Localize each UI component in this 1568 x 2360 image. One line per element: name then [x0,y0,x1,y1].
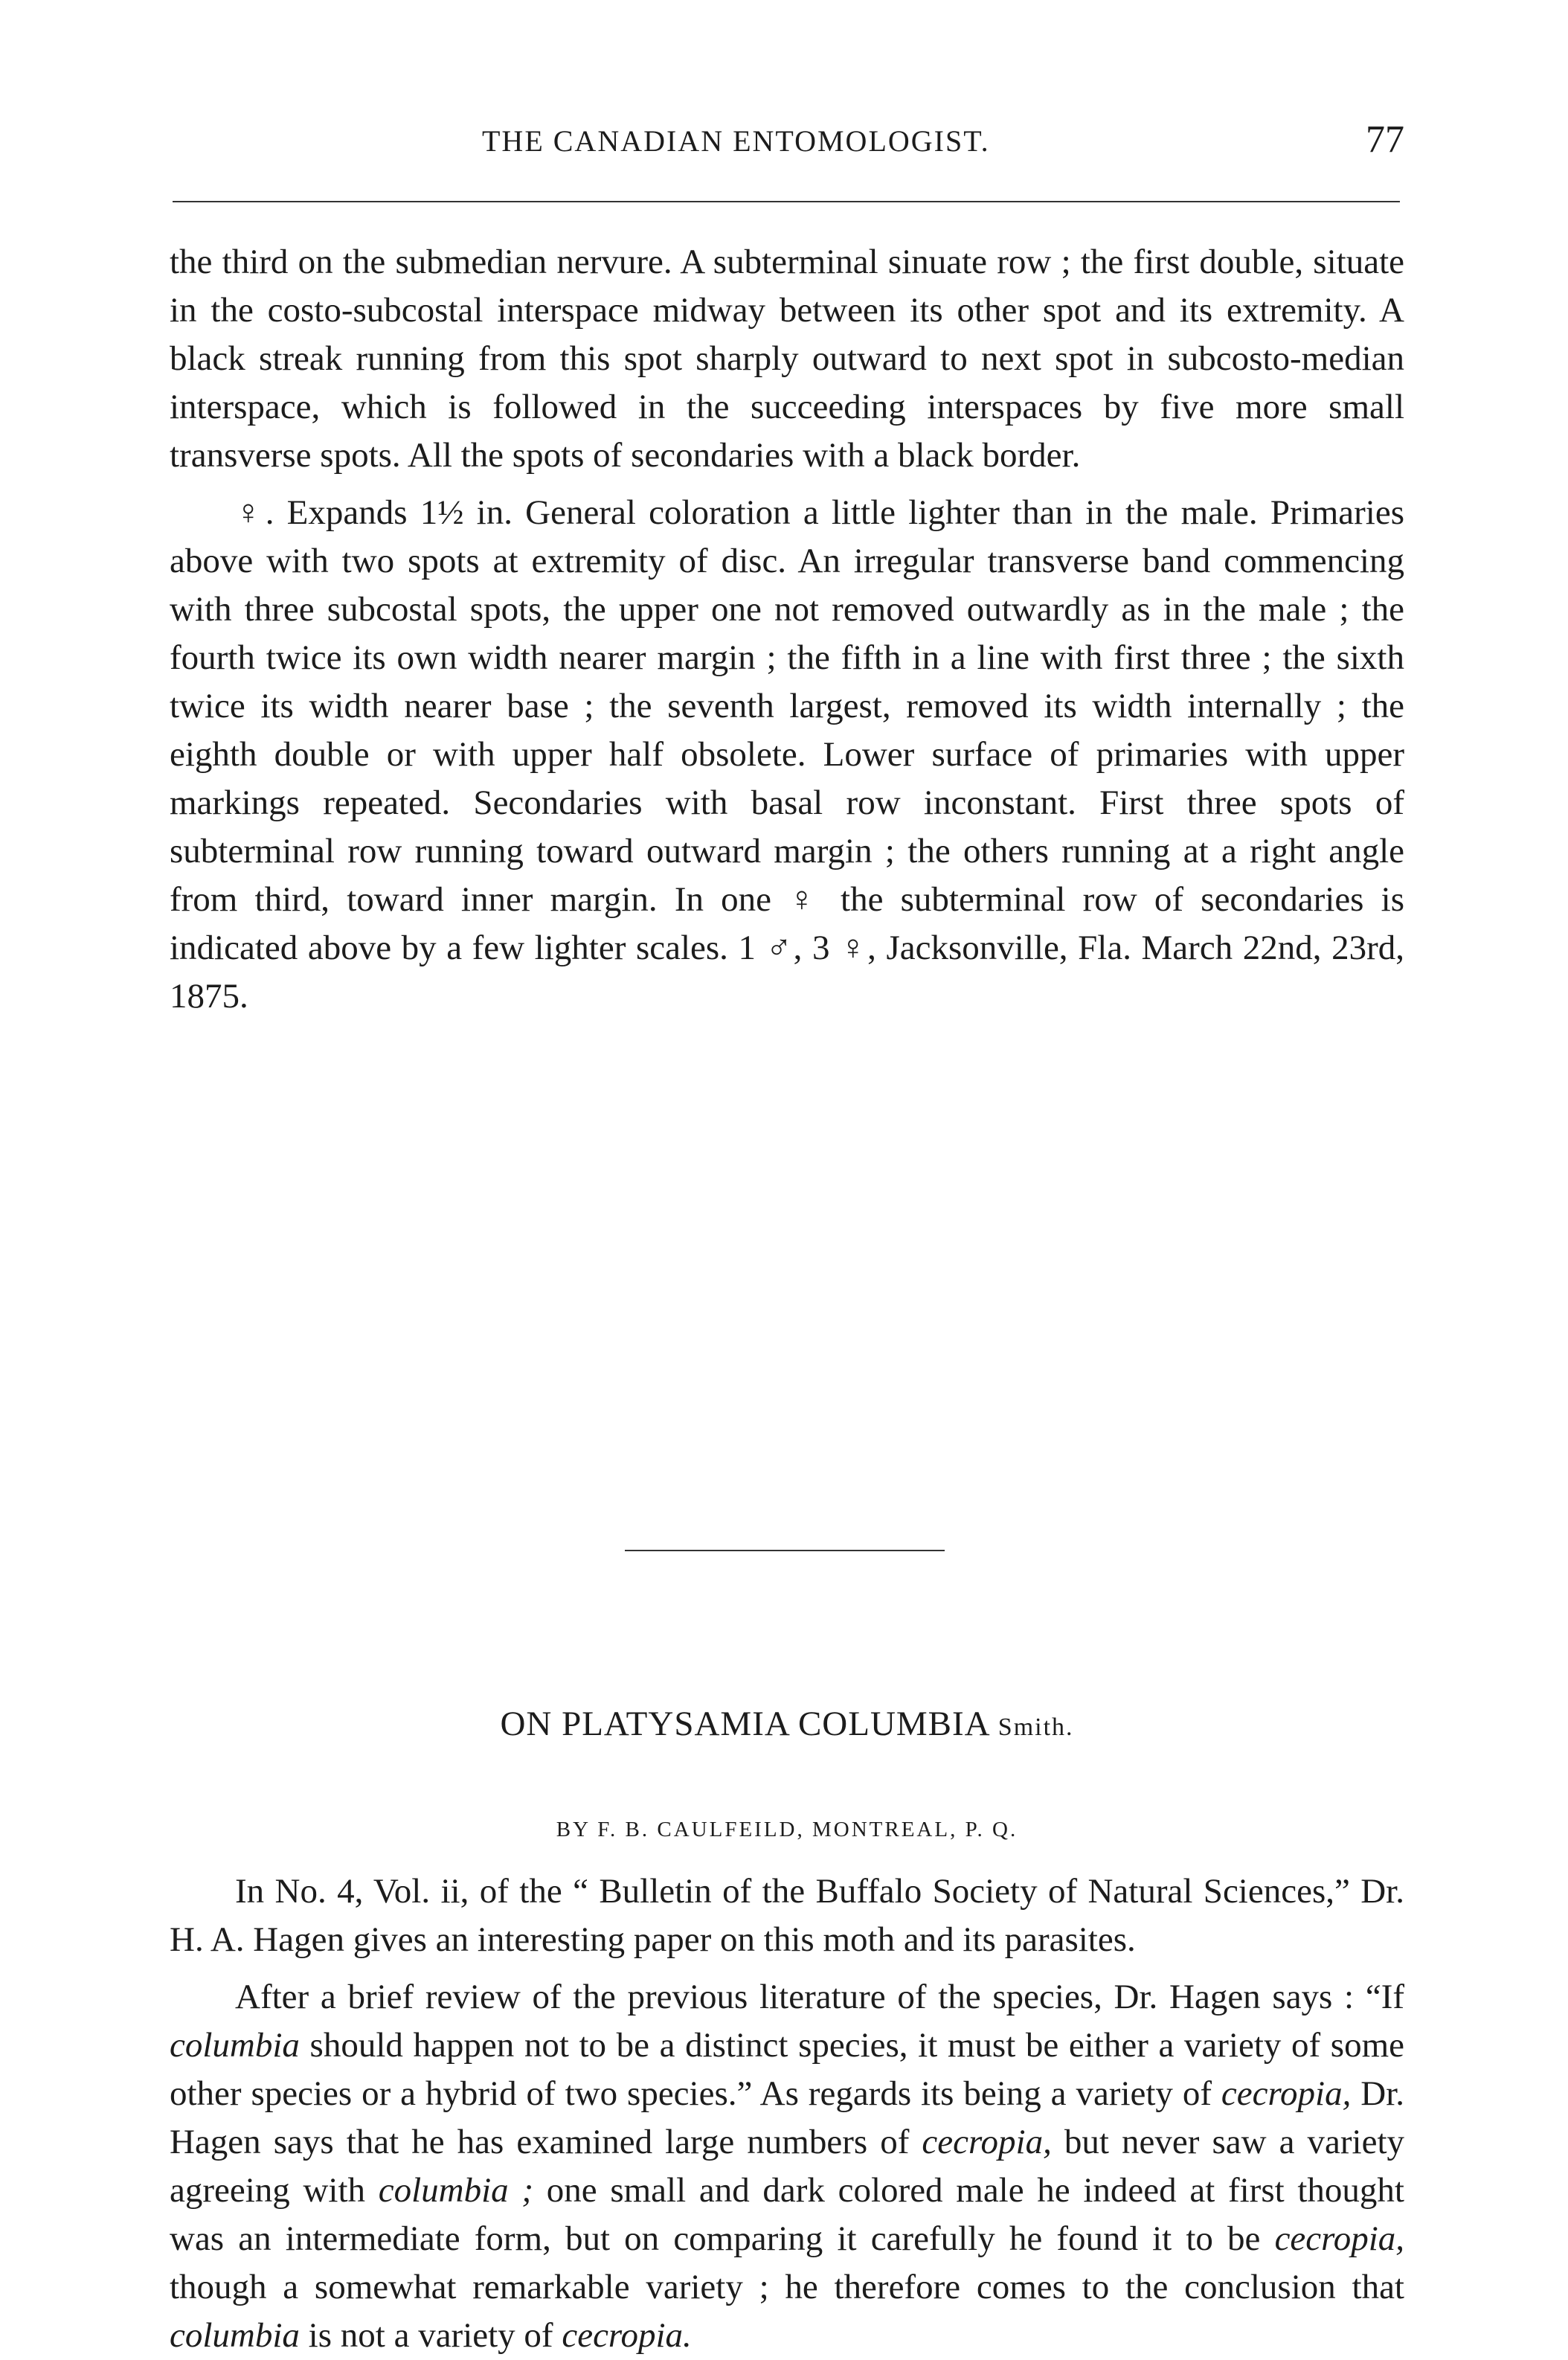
species-name: cecropia, [1274,2219,1404,2258]
species-name: cecropia, [922,2123,1052,2161]
running-head [170,118,1404,168]
page-number: 77 [1366,118,1404,161]
running-title: THE CANADIAN ENTOMOLOGIST. [482,124,990,158]
species-name: cecropia, [1221,2074,1352,2113]
species-name: cecropia. [562,2316,692,2355]
text-run: is not a variety of [299,2316,562,2355]
article-byline: BY F. B. CAULFEILD, MONTREAL, P. Q. [556,1818,1018,1841]
article-title-main: ON PLATYSAMIA COLUMBIA [500,1705,989,1743]
species-name: columbia ; [378,2171,534,2210]
text-run: Dr. Hagen says that he has examined large numbers of [170,2074,1405,2161]
species-name: columbia [170,2316,300,2355]
text-run: should happen not to be a distinct species, it must be either a variety of some other species or a hybrid of two species.” As regards its being a variety of [170,2026,1404,2113]
article-body [170,1867,1404,2360]
continued-description [170,238,1404,1021]
paragraph-continued: the third on the submedian nervure. A subterminal sinuate row ; the first double, situate in the costo-subcostal interspace midway between its other spot and its extremity. A black streak running from this spot sharply outward to next spot in subcosto-median interspace, which is followed in the succeeding interspaces by five more small transverse spots. All the spots of secondaries with a black border. [170,243,1404,475]
paragraph-female-description: ♀. Expands 1½ in. General coloration a little lighter than in the male. Primaries above with two spots at extremity of disc. An irregular transverse band commencing with three subcostal spots, the upper one not removed outwardly as in the male ; the fourth twice its own width nearer margin ; the fifth in a line with first three ; the sixth twice its width nearer base ; the seventh largest, removed its width internally ; the eighth double or with upper half obsolete. Lower surface of primaries with upper markings repeated. Secondaries with basal row inconstant. First three spots of subterminal row running toward outward margin ; the others running at a right angle from third, toward inner margin. In one ♀ the subterminal row of secondaries is indicated above by a few lighter scales. 1 ♂, 3 ♀, Jacksonville, Fla. March 22nd, 23rd, 1875. [170,493,1404,1016]
article-title [170,1704,1404,1744]
paragraph-hagen-review [170,1973,1404,2360]
species-name: columbia [170,2026,300,2065]
text-run: but never saw a variety agreeing with [170,2123,1405,2210]
section-separator [625,1550,945,1551]
paragraph-intro: In No. 4, Vol. ii, of the “ Bulletin of the Buffalo Society of Natural Sciences,” Dr. H. A. Hagen gives an interesting paper on this moth and its parasites. [170,1872,1404,1959]
article-title-author: Smith. [997,1713,1074,1741]
header-rule [173,201,1400,202]
text-run: After a brief review of the previous literature of the species, Dr. Hagen says : “If [235,1978,1404,2016]
text-run: one small and dark colored male he indeed at first thought was an intermediate form, but on comparing it carefully he found it to be [170,2171,1404,2258]
text-run: though a somewhat remarkable variety ; he therefore comes to the conclusion that [170,2268,1404,2306]
